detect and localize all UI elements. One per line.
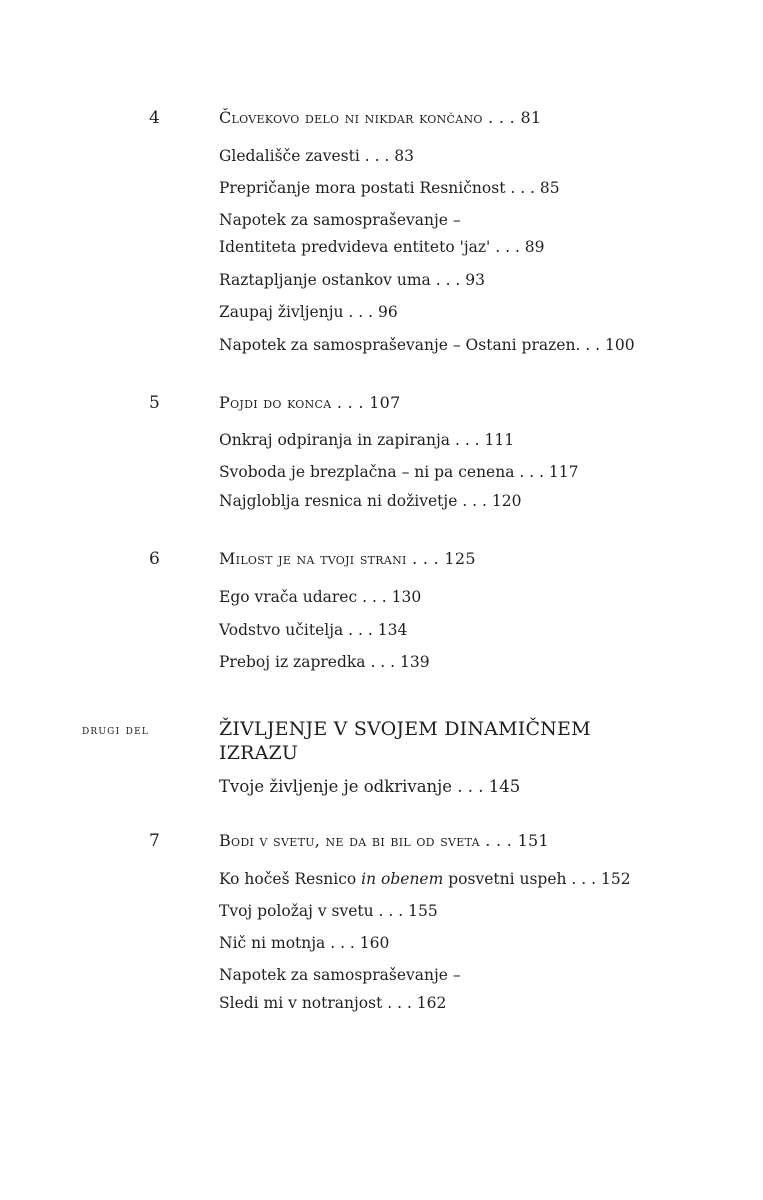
part-title-line-1: ŽIVLJENJE V SVOJEM DINAMIČNEM xyxy=(219,718,591,740)
part-title-line-2: IZRAZU xyxy=(219,742,299,764)
entry-text: Ko hočeš Resnico xyxy=(219,870,362,888)
entry-italic-text: in obenem xyxy=(361,870,444,888)
chapter-6-number: 6 xyxy=(149,549,160,569)
toc-entry: Tvoj položaj v svetu . . . 155 xyxy=(219,902,438,920)
toc-entry: Napotek za samospraševanje – Ostani prazen. . . 100 xyxy=(219,336,635,354)
part-title xyxy=(219,717,639,765)
toc-entry: Napotek za samospraševanje – xyxy=(219,966,461,984)
chapter-4-title: Človekovo delo ni nikdar končano . . . 81 xyxy=(219,108,542,127)
toc-entry: Ego vrača udarec . . . 130 xyxy=(219,588,422,606)
toc-entry xyxy=(219,869,631,889)
chapter-7-number: 7 xyxy=(149,831,160,851)
toc-entry: Preboj iz zapredka . . . 139 xyxy=(219,653,430,671)
chapter-6-title: Milost je na tvoji strani . . . 125 xyxy=(219,549,476,568)
toc-entry: Identiteta predvideva entiteto 'jaz' . . . 89 xyxy=(219,238,545,256)
part-subtitle: Tvoje življenje je odkrivanje . . . 145 xyxy=(219,777,521,796)
chapter-7-title: Bodi v svetu, ne da bi bil od sveta . . . 151 xyxy=(219,831,550,850)
toc-entry: Napotek za samospraševanje – xyxy=(219,211,461,229)
part-label: drugi del xyxy=(82,723,150,738)
toc-entry: Nič ni motnja . . . 160 xyxy=(219,934,390,952)
toc-entry: Vodstvo učitelja . . . 134 xyxy=(219,621,408,639)
entry-text: posvetni uspeh . . . 152 xyxy=(443,870,631,888)
toc-entry: Prepričanje mora postati Resničnost . . . 85 xyxy=(219,179,560,197)
toc-entry: Gledališče zavesti . . . 83 xyxy=(219,147,415,165)
chapter-5-number: 5 xyxy=(149,393,160,413)
toc-entry: Onkraj odpiranja in zapiranja . . . 111 xyxy=(219,431,515,449)
toc-entry: Svoboda je brezplačna – ni pa cenena . . . 117 xyxy=(219,463,579,481)
toc-entry: Sledi mi v notranjost . . . 162 xyxy=(219,994,447,1012)
toc-entry: Zaupaj življenju . . . 96 xyxy=(219,303,398,321)
toc-entry: Najgloblja resnica ni doživetje . . . 120 xyxy=(219,492,522,510)
chapter-4-number: 4 xyxy=(149,108,160,128)
chapter-5-title: Pojdi do konca . . . 107 xyxy=(219,393,401,412)
toc-entry: Raztapljanje ostankov uma . . . 93 xyxy=(219,271,485,289)
